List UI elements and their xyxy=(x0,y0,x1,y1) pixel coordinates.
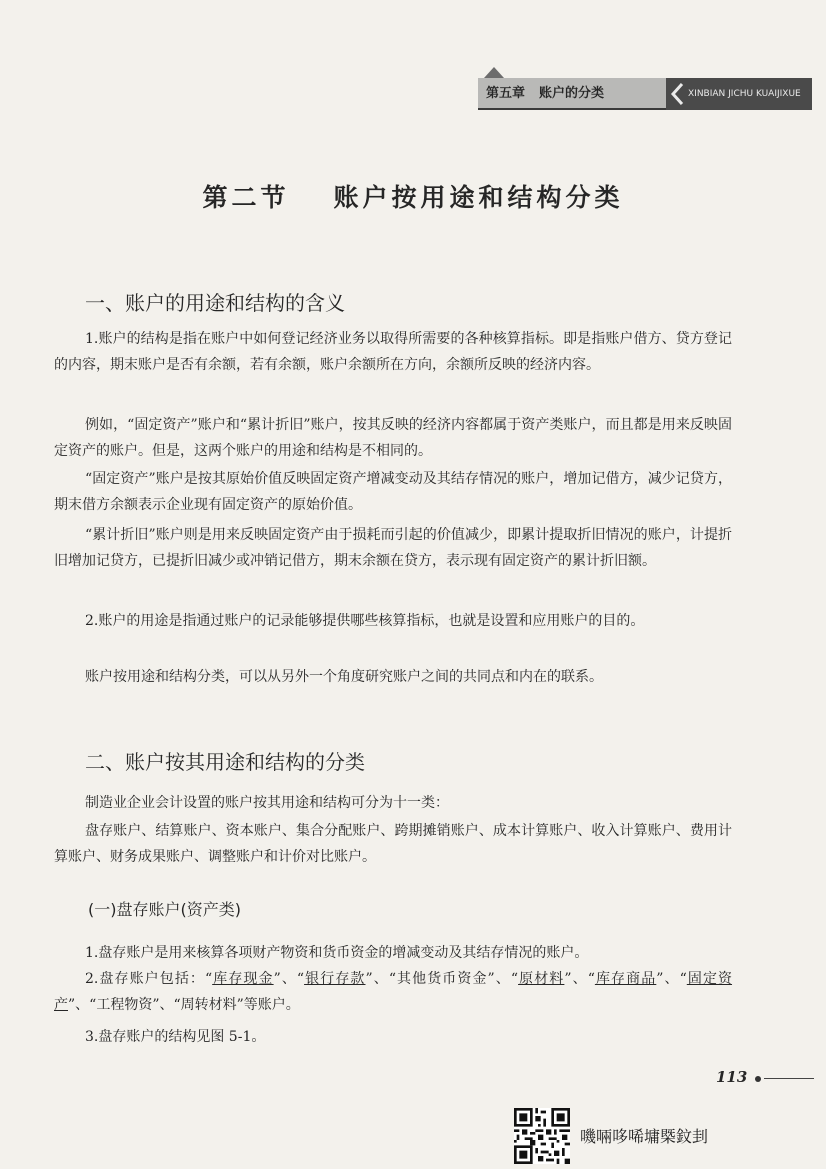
paragraph: 制造业企业会计设置的账户按其用途和结构可分为十一类： xyxy=(85,795,449,811)
header-chapter-label xyxy=(478,78,666,110)
chevron-left-icon xyxy=(670,82,684,106)
text-span: ”、“ xyxy=(564,971,595,987)
paragraph: “固定资产”账户是按其原始价值反映固定资产增减变动及其结存情况的账户，增加记借方，减少记贷方，期末借方余额表示企业现有固定资产的原始价值。 xyxy=(54,471,732,513)
account-name: 库存现金 xyxy=(212,971,274,987)
heading-part-2: 二、账户按其用途和结构的分类 xyxy=(85,750,365,774)
paragraph: 2.账户的用途是指通过账户的记录能够提供哪些核算指标，也就是设置和应用账户的目的。 xyxy=(85,613,645,629)
heading-part-1: 一、账户的用途和结构的含义 xyxy=(85,291,345,315)
header-band: XINBIAN JICHU KUAIJIXUE xyxy=(666,78,812,110)
section-title xyxy=(0,178,826,214)
section-title-text: 账户按用途和结构分类 xyxy=(333,183,624,212)
list-item xyxy=(54,966,732,1018)
paragraph: 盘存账户、结算账户、资本账户、集合分配账户、跨期摊销账户、成本计算账户、收入计算账户、费用计算账户、财务成果账户、调整账户和计价对比账户。 xyxy=(54,823,732,865)
paragraph: “累计折旧”账户则是用来反映固定资产由于损耗而引起的价值减少，即累计提取折旧情况的账户，计提折旧增加记贷方，已提折旧减少或冲销记借方，期末余额在贷方，表示现有固定资产的累计折旧额。 xyxy=(54,527,732,569)
page-number-dot xyxy=(755,1076,761,1082)
header-triangle-icon xyxy=(484,67,504,78)
footer-watermark-text: 嘰啢哆唏墉槩鈫刲 xyxy=(580,1127,709,1146)
subheading: (一)盘存账户(资产类) xyxy=(88,900,241,919)
account-name: 库存商品 xyxy=(594,971,657,987)
chapter-title: 账户的分类 xyxy=(539,86,605,101)
qr-code-icon xyxy=(514,1108,570,1164)
chapter-number: 第五章 xyxy=(486,86,526,101)
account-name: 原材料 xyxy=(518,971,565,987)
text-span: ”、“工程物资”、“周转材料”等账户。 xyxy=(68,997,300,1013)
list-item: 3.盘存账户的结构见图 5-1。 xyxy=(85,1029,266,1045)
paragraph: 例如，“固定资产”账户和“累计折旧”账户，按其反映的经济内容都属于资产类账户，而且都是用来反映固定资产的账户。但是，这两个账户的用途和结构是不相同的。 xyxy=(54,417,732,459)
running-header xyxy=(478,78,812,110)
page-number-rule xyxy=(764,1078,814,1079)
text-span: ”、“其他货币资金”、“ xyxy=(365,971,519,987)
section-number: 第二节 xyxy=(202,183,290,212)
text-span: ”、“ xyxy=(273,971,305,987)
text-span: ”、“ xyxy=(656,971,687,987)
list-item: 1.盘存账户是用来核算各项财产物资和货币资金的增减变动及其结存情况的账户。 xyxy=(85,945,589,961)
paragraph: 账户按用途和结构分类，可以从另外一个角度研究账户之间的共同点和内在的联系。 xyxy=(85,669,603,685)
paragraph: 1.账户的结构是指在账户中如何登记经济业务以取得所需要的各种核算指标。即是指账户借方、贷方登记的内容，期末账户是否有余额，若有余额，账户余额所在方向，余额所反映的经济内容。 xyxy=(54,331,732,373)
account-name: 银行存款 xyxy=(304,971,366,987)
account-name: 固定资产 xyxy=(54,971,733,1013)
text-span: 2.盘存账户包括：“ xyxy=(85,971,213,987)
page-number: 113 xyxy=(716,1068,748,1086)
